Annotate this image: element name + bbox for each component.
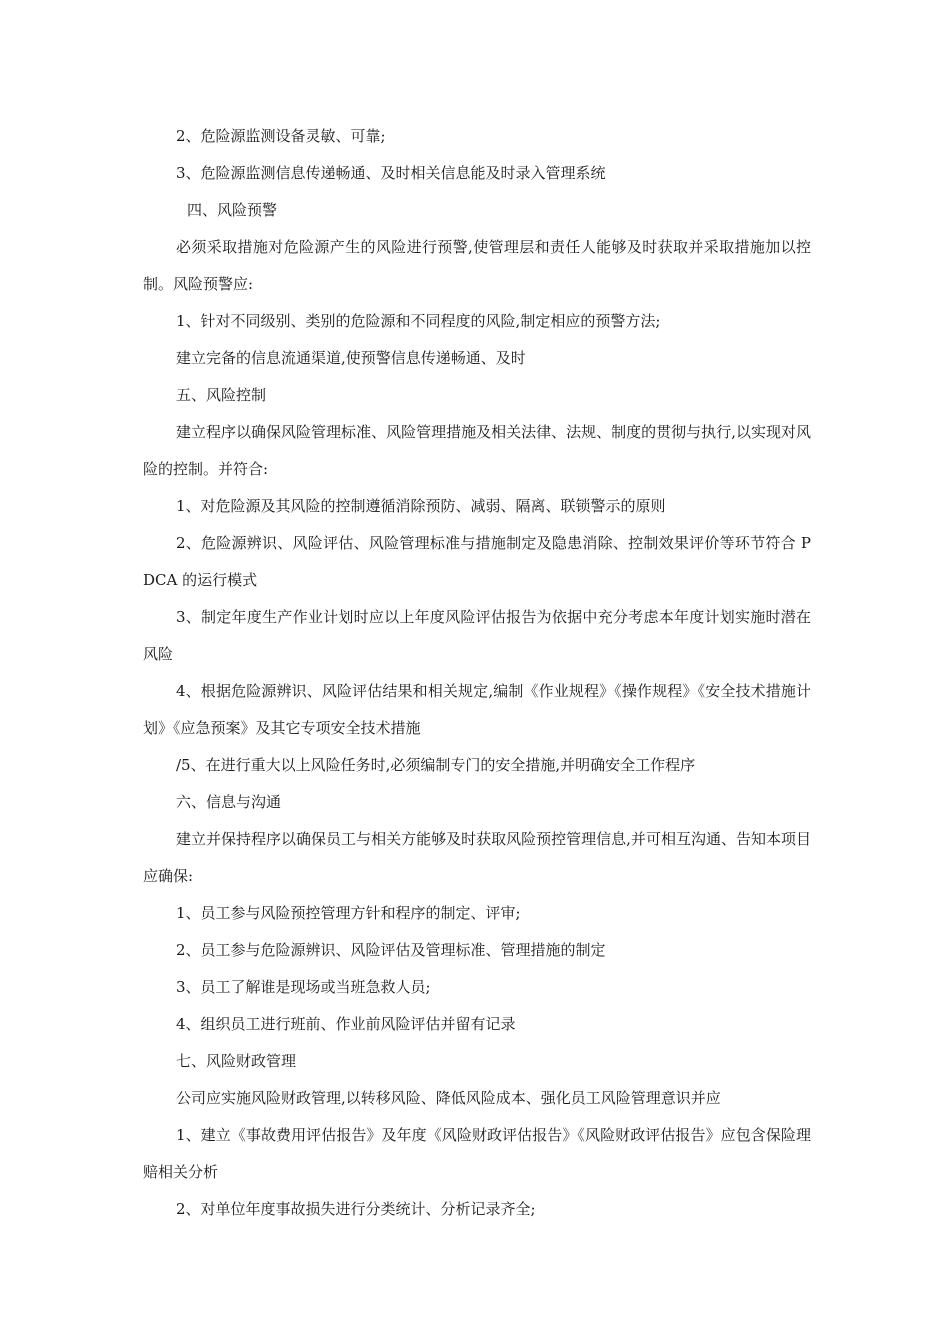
paragraph: 2、对单位年度事故损失进行分类统计、分析记录齐全;	[176, 1200, 536, 1218]
paragraph: 2、员工参与危险源辨识、风险评估及管理标准、管理措施的制定	[176, 941, 606, 959]
paragraph: 建立完备的信息流通渠道,使预警信息传递畅通、及时	[176, 349, 526, 367]
paragraph: 3、危险源监测信息传递畅通、及时相关信息能及时录入管理系统	[176, 164, 606, 182]
paragraph: 必须采取措施对危险源产生的风险进行预警,使管理层和责任人能够及时获取并采取措施加以控制。风险预警应:	[143, 238, 811, 293]
paragraph: 1、针对不同级别、类别的危险源和不同程度的风险,制定相应的预警方法;	[176, 312, 661, 330]
paragraph: 1、员工参与风险预控管理方针和程序的制定、评审;	[176, 904, 521, 922]
paragraph: /5、在进行重大以上风险任务时,必须编制专门的安全措施,并明确安全工作程序	[176, 756, 696, 774]
section-heading: 六、信息与沟通	[176, 793, 282, 811]
paragraph: 4、组织员工进行班前、作业前风险评估并留有记录	[176, 1015, 516, 1033]
paragraph: 4、根据危险源辨识、风险评估结果和相关规定,编制《作业规程》《操作规程》《安全技术措施计划》《应急预案》及其它专项安全技术措施	[143, 682, 811, 737]
paragraph: 2、危险源辨识、风险评估、风险管理标准与措施制定及隐患消除、控制效果评价等环节符合 PDCA 的运行模式	[143, 534, 811, 589]
section-heading: 七、风险财政管理	[176, 1052, 297, 1070]
paragraph: 3、员工了解谁是现场或当班急救人员;	[176, 978, 431, 996]
document-body	[143, 118, 811, 1228]
paragraph: 1、建立《事故费用评估报告》及年度《风险财政评估报告》《风险财政评估报告》应包含保险理赔相关分析	[143, 1126, 811, 1181]
paragraph: 1、对危险源及其风险的控制遵循消除预防、减弱、隔离、联锁警示的原则	[176, 497, 666, 515]
paragraph: 2、危险源监测设备灵敏、可靠;	[176, 127, 386, 145]
paragraph: 公司应实施风险财政管理,以转移风险、降低风险成本、强化员工风险管理意识并应	[176, 1089, 721, 1107]
paragraph: 建立并保持程序以确保员工与相关方能够及时获取风险预控管理信息,并可相互沟通、告知本项目应确保:	[143, 830, 811, 885]
paragraph: 3、制定年度生产作业计划时应以上年度风险评估报告为依据中充分考虑本年度计划实施时潜在风险	[143, 608, 811, 663]
section-heading: 五、风险控制	[176, 386, 267, 404]
section-heading: 四、风险预警	[187, 201, 278, 219]
paragraph: 建立程序以确保风险管理标准、风险管理措施及相关法律、法规、制度的贯彻与执行,以实现对风险的控制。并符合:	[143, 423, 811, 478]
